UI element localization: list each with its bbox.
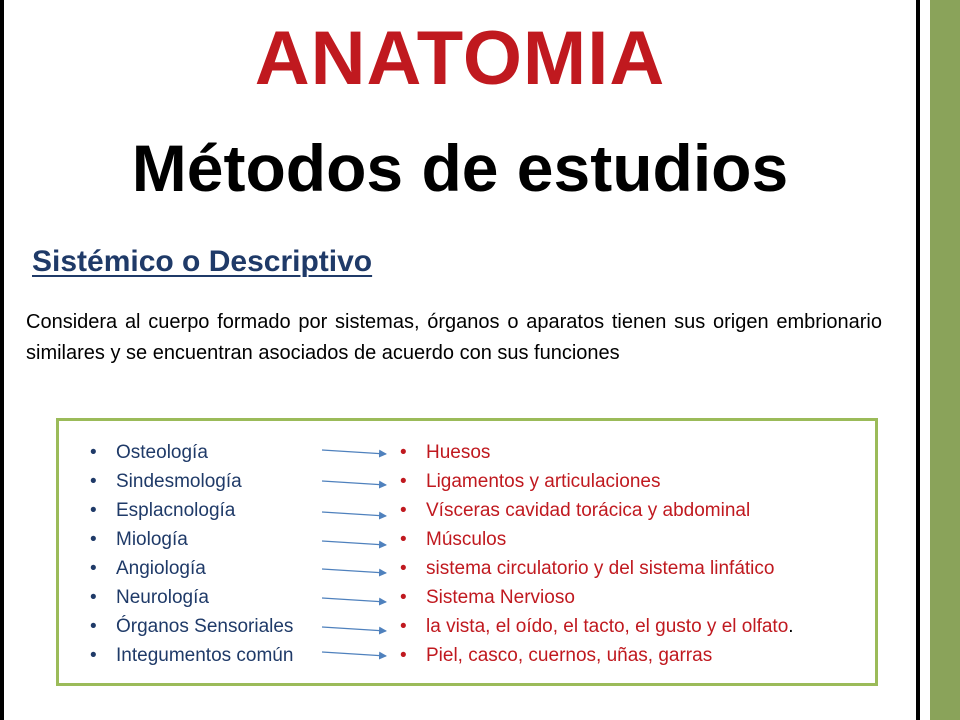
list-item-label: Esplacnología (116, 500, 236, 521)
list-item (90, 525, 293, 554)
list-item (400, 467, 794, 496)
list-item-label: Angiología (116, 558, 206, 579)
bullet-icon: • (90, 645, 97, 666)
list-item-label: Sistema Nervioso (426, 587, 575, 608)
list-item-label: Neurología (116, 587, 209, 608)
bullet-icon: • (90, 442, 97, 463)
list-item (90, 583, 293, 612)
bullet-icon: • (400, 616, 407, 637)
bullet-icon: • (90, 558, 97, 579)
bullet-icon: • (90, 500, 97, 521)
list-item-label: Órganos Sensoriales (116, 616, 294, 637)
bullet-icon: • (400, 529, 407, 550)
section-heading: Sistémico o Descriptivo (32, 245, 373, 278)
list-item (400, 612, 794, 641)
list-item (400, 496, 794, 525)
list-item (400, 438, 794, 467)
study-methods-list (90, 438, 293, 670)
bullet-icon: • (90, 616, 97, 637)
list-item-label: Miología (116, 529, 188, 550)
list-item-label: Músculos (426, 529, 507, 550)
list-item-period: . (788, 616, 794, 637)
list-item-label: Sindesmología (116, 471, 242, 492)
list-item-label: sistema circulatorio y del sistema linfático (426, 558, 775, 579)
list-item-label: Ligamentos y articulaciones (426, 471, 661, 492)
bullet-icon: • (90, 529, 97, 550)
list-item (90, 467, 293, 496)
list-item-label: Piel, casco, cuernos, uñas, garras (426, 645, 713, 666)
bullet-icon: • (400, 442, 407, 463)
list-item (90, 496, 293, 525)
left-border-line (0, 0, 4, 720)
list-item-label: la vista, el oído, el tacto, el gusto y el olfato (426, 616, 789, 637)
list-item-label: Osteología (116, 442, 208, 463)
bullet-icon: • (400, 587, 407, 608)
bullet-icon: • (400, 471, 407, 492)
list-item (90, 641, 293, 670)
list-item-label: Integumentos común (116, 645, 294, 666)
list-item (400, 583, 794, 612)
bullet-icon: • (400, 645, 407, 666)
slide-title: ANATOMIA (254, 16, 666, 101)
list-item (400, 554, 794, 583)
list-item-label: Vísceras cavidad torácica y abdominal (426, 500, 751, 521)
bullet-icon: • (90, 471, 97, 492)
study-subjects-list (400, 438, 794, 670)
list-item (90, 554, 293, 583)
bullet-icon: • (400, 500, 407, 521)
bullet-icon: • (90, 587, 97, 608)
list-item-label: Huesos (426, 442, 491, 463)
list-item (400, 525, 794, 554)
slide-subtitle: Métodos de estudios (131, 131, 789, 205)
side-accent-bar (930, 0, 960, 720)
description-paragraph: Considera al cuerpo formado por sistemas, órganos o aparatos tienen sus origen embrionario similares y se encuentran asociados de acuerdo con sus funciones (26, 311, 882, 364)
list-item (90, 438, 293, 467)
bullet-icon: • (400, 558, 407, 579)
list-item (90, 612, 293, 641)
list-item (400, 641, 794, 670)
right-border-line (916, 0, 920, 720)
